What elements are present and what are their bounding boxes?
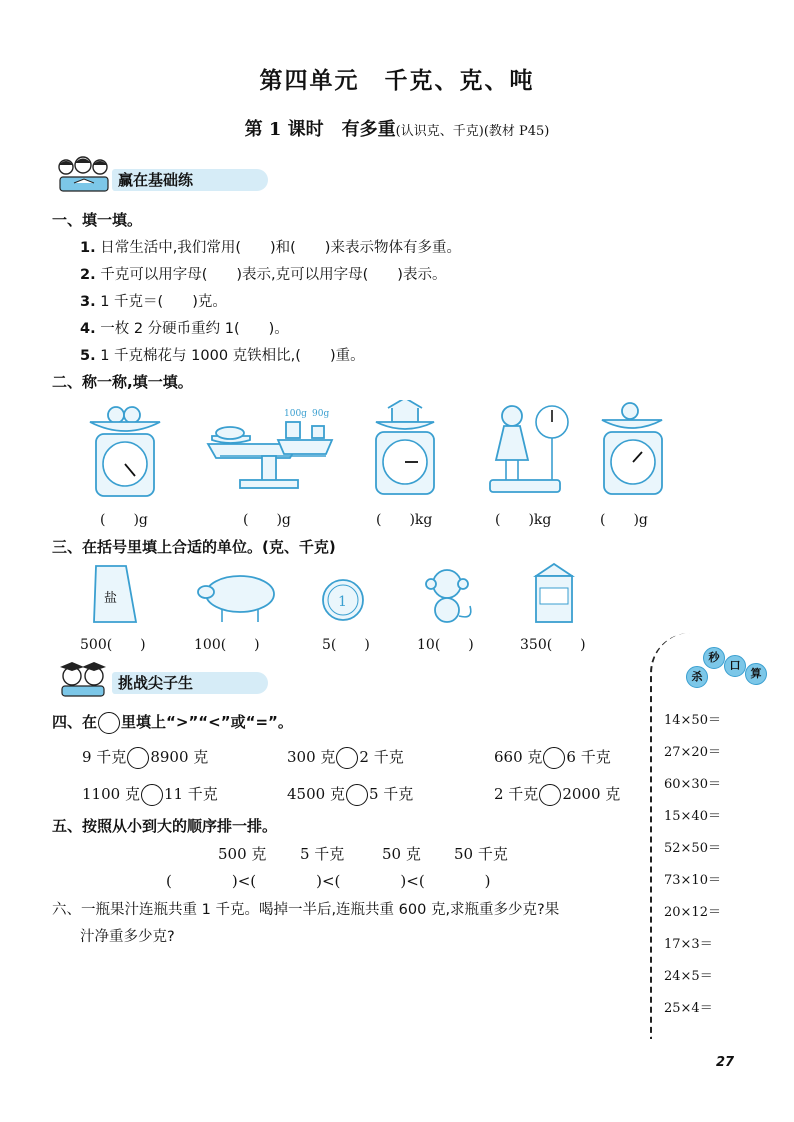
kids-reading-icon (52, 155, 116, 195)
compare-item-4 (82, 783, 218, 806)
compare-right: 2000 克 (562, 785, 621, 803)
compare-left: 9 千克 (82, 748, 127, 766)
scale-answer-4: ( )kg (495, 512, 552, 528)
section4-heading-pre: 四、在 (52, 713, 98, 731)
calc-item-4: 15×40＝ (664, 809, 721, 824)
scale-answer-1: ( )g (100, 512, 148, 528)
compare-right: 5 千克 (368, 785, 414, 803)
compare-right: 8900 克 (150, 748, 209, 766)
compare-right: 6 千克 (566, 748, 611, 766)
banner-challenge-label: 挑战尖子生 (112, 672, 268, 694)
compare-left: 4500 克 (287, 785, 345, 803)
calc-item-5: 52×50＝ (664, 841, 721, 856)
section6-question-line1: 六、一瓶果汁连瓶共重 1 千克。喝掉一半后,连瓶共重 600 克,求瓶重多少克?果 (52, 902, 560, 918)
fill-question-5 (80, 344, 365, 365)
lesson-title-note: (认识克、千克)(教材 P45) (395, 124, 550, 139)
svg-text:1: 1 (338, 594, 347, 610)
pig-icon (198, 576, 274, 622)
salt-bag-icon (94, 566, 136, 622)
scales-illustration (80, 400, 670, 502)
q-text: 1 千克＝( )克。 (100, 294, 227, 310)
section4-heading (52, 711, 293, 734)
q-text: 日常生活中,我们常用( )和( )来表示物体有多重。 (100, 240, 461, 256)
compare-right: 2 千克 (359, 748, 404, 766)
unit-answer-5: 350( ) (520, 637, 586, 653)
banner-basic (52, 165, 272, 195)
q-num: 4. (80, 321, 96, 337)
compare-item-3 (494, 746, 611, 769)
badge-kou: 口 (724, 655, 746, 677)
page-number: 27 (716, 1055, 735, 1070)
banner-challenge (52, 668, 272, 698)
unit-answer-1: 500( ) (80, 637, 146, 653)
compare-left: 1100 克 (82, 785, 140, 803)
monkey-icon (426, 570, 471, 622)
calc-item-6: 73×10＝ (664, 873, 721, 888)
badge-miao: 秒 (703, 647, 725, 669)
badge-suan: 算 (745, 663, 767, 685)
calc-item-8: 17×3＝ (664, 937, 713, 952)
salt-label: 盐 (104, 591, 118, 606)
compare-right: 11 千克 (163, 785, 218, 803)
unit-answer-4: 10( ) (417, 637, 474, 653)
fill-question-1 (80, 236, 461, 257)
fill-question-2 (80, 263, 446, 284)
coin-icon (323, 580, 363, 620)
section5-heading: 五、按照从小到大的顺序排一排。 (52, 817, 278, 835)
compare-blank-circle[interactable] (336, 747, 358, 769)
compare-circle-icon (98, 712, 120, 734)
order-answer-line: ( )<( )<( )<( ) (166, 872, 491, 890)
calc-item-2: 27×20＝ (664, 745, 721, 760)
kitchen-scale-apples-icon (90, 407, 160, 496)
milk-carton-icon (536, 564, 572, 622)
section6-question-line2: 汁净重多少克? (80, 929, 175, 945)
compare-blank-circle[interactable] (141, 784, 163, 806)
scale-answer-2: ( )g (243, 512, 291, 528)
calc-item-1: 14×50＝ (664, 713, 721, 728)
q-num: 1. (80, 240, 96, 256)
unit-answer-3: 5( ) (322, 637, 370, 653)
order-item-4: 50 千克 (454, 845, 508, 863)
calc-item-3: 60×30＝ (664, 777, 721, 792)
compare-left: 660 克 (494, 748, 543, 766)
girl-on-platform-scale-icon (490, 406, 568, 492)
compare-left: 2 千克 (494, 785, 539, 803)
q-text: 千克可以用字母( )表示,克可以用字母( )表示。 (100, 267, 447, 283)
section1-heading: 一、填一填。 (52, 211, 143, 229)
q-text: 1 千克棉花与 1000 克铁相比,( )重。 (100, 348, 365, 364)
compare-blank-circle[interactable] (543, 747, 565, 769)
section4-heading-post: 里填上“>”“<”或“=”。 (121, 713, 293, 731)
weight-100g-label: 100g (284, 409, 307, 419)
badge-sha: 杀 (686, 666, 708, 688)
q-text: 一枚 2 分硬币重约 1( )。 (100, 321, 289, 337)
unit-title: 第四单元 千克、克、吨 (259, 67, 535, 94)
compare-blank-circle[interactable] (346, 784, 368, 806)
weight-90g-label: 90g (312, 409, 330, 419)
order-item-2: 5 千克 (300, 845, 345, 863)
compare-left: 300 克 (287, 748, 336, 766)
order-item-1: 500 克 (218, 845, 267, 863)
fill-question-4 (80, 317, 289, 338)
q-num: 5. (80, 348, 96, 364)
compare-item-1 (82, 746, 208, 769)
calc-item-7: 20×12＝ (664, 905, 721, 920)
section2-heading: 二、称一称,填一填。 (52, 373, 193, 391)
scale-answer-3: ( )kg (376, 512, 433, 528)
objects-illustration (90, 562, 590, 628)
calc-item-10: 25×4＝ (664, 1001, 713, 1016)
compare-item-2 (287, 746, 404, 769)
scale-answer-5: ( )g (600, 512, 648, 528)
unit-answer-2: 100( ) (194, 637, 260, 653)
banner-basic-label: 赢在基础练 (112, 169, 268, 191)
graduate-kids-icon (52, 658, 116, 698)
fill-question-3 (80, 290, 227, 311)
compare-blank-circle[interactable] (127, 747, 149, 769)
kitchen-scale-apple-icon (602, 403, 662, 494)
compare-blank-circle[interactable] (539, 784, 561, 806)
kitchen-scale-box-icon (376, 400, 434, 494)
calc-item-9: 24×5＝ (664, 969, 713, 984)
section3-heading: 三、在括号里填上合适的单位。(克、千克) (52, 538, 336, 556)
q-num: 2. (80, 267, 96, 283)
compare-item-5 (287, 783, 413, 806)
q-num: 3. (80, 294, 96, 310)
balance-scale-icon (208, 409, 332, 488)
order-item-3: 50 克 (382, 845, 421, 863)
lesson-title-main: 第 1 课时 有多重 (244, 119, 396, 140)
lesson-title (0, 115, 794, 141)
compare-item-6 (494, 783, 620, 806)
